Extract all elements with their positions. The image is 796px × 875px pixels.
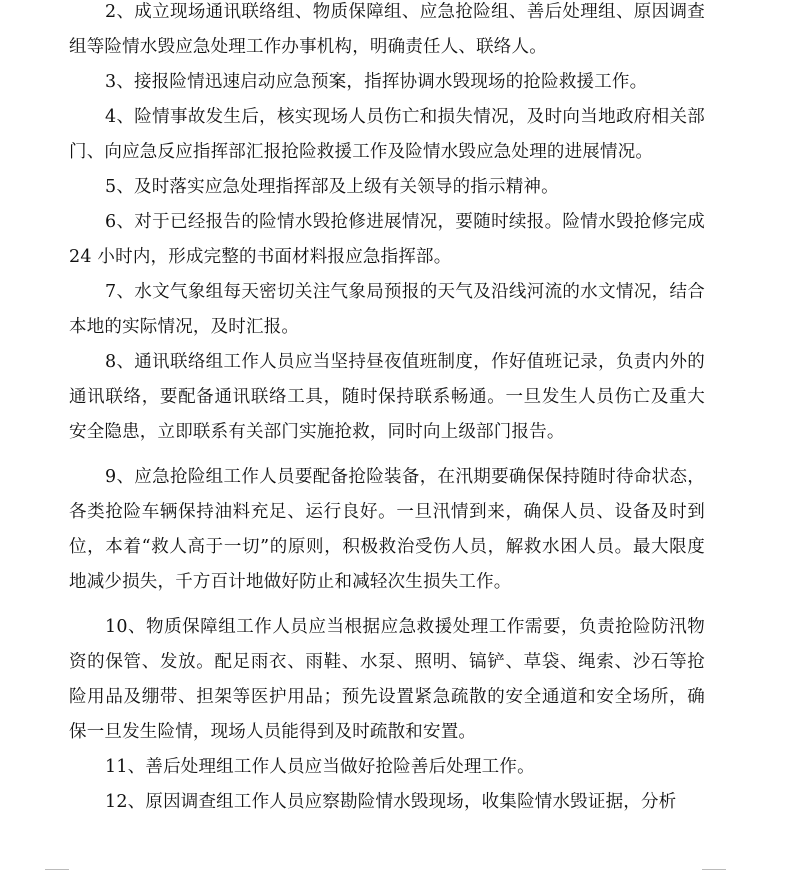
- paragraph-spacer: [69, 450, 705, 460]
- paragraph-12: 12、原因调查组工作人员应察勘险情水毁现场，收集险情水毁证据，分析: [105, 792, 677, 812]
- paragraph-7: 7、水文气象组每天密切关注气象局预报的天气及沿线河流的水文情况，结合本地的实际情况，及时汇报。: [69, 282, 705, 337]
- paragraph-2: 2、成立现场通讯联络组、物质保障组、应急抢险组、善后处理组、原因调查组等险情水毁应急处理工作办事机构，明确责任人、联络人。: [69, 2, 705, 57]
- paragraph-8: 8、通讯联络组工作人员应当坚持昼夜值班制度，作好值班记录，负责内外的通讯联络，要配备通讯联络工具，随时保持联系畅通。一旦发生人员伤亡及重大安全隐患，立即联系有关部门实施抢救，同时向上级部门报告。: [69, 352, 705, 442]
- paragraph-11: 11、善后处理组工作人员应当做好抢险善后处理工作。: [105, 757, 535, 777]
- page-corner-mark-left: [45, 869, 69, 870]
- paragraph-10: 10、物质保障组工作人员应当根据应急救援处理工作需要，负责抢险防汛物资的保管、发放。配足雨衣、雨鞋、水泵、照明、镐铲、草袋、绳索、沙石等抢险用品及绷带、担架等医护用品；预先设置紧急疏散的安全通道和安全场所，确保一旦发生险情，现场人员能得到及时疏散和安置。: [69, 617, 705, 742]
- paragraph-3: 3、接报险情迅速启动应急预案，指挥协调水毁现场的抢险救援工作。: [105, 72, 648, 92]
- paragraph-spacer: [69, 600, 705, 610]
- paragraph-5: 5、及时落实应急处理指挥部及上级有关领导的指示精神。: [105, 177, 559, 197]
- paragraph-9: 9、应急抢险组工作人员要配备抢险装备，在汛期要确保保持随时待命状态，各类抢险车辆保持油料充足、运行良好。一旦汛情到来，确保人员、设备及时到位，本着“救人高于一切”的原则，积极救治受伤人员，解救水困人员。最大限度地减少损失，千方百计地做好防止和减轻次生损失工作。: [69, 467, 705, 592]
- paragraph-4: 4、险情事故发生后，核实现场人员伤亡和损失情况，及时向当地政府相关部门、向应急反应指挥部汇报抢险救援工作及险情水毁应急处理的进展情况。: [69, 107, 705, 162]
- paragraph-6: 6、对于已经报告的险情水毁抢修进展情况，要随时续报。险情水毁抢修完成 24 小时内，形成完整的书面材料报应急指挥部。: [69, 212, 705, 267]
- page-corner-mark-right: [702, 869, 726, 870]
- document-body: [69, 0, 705, 820]
